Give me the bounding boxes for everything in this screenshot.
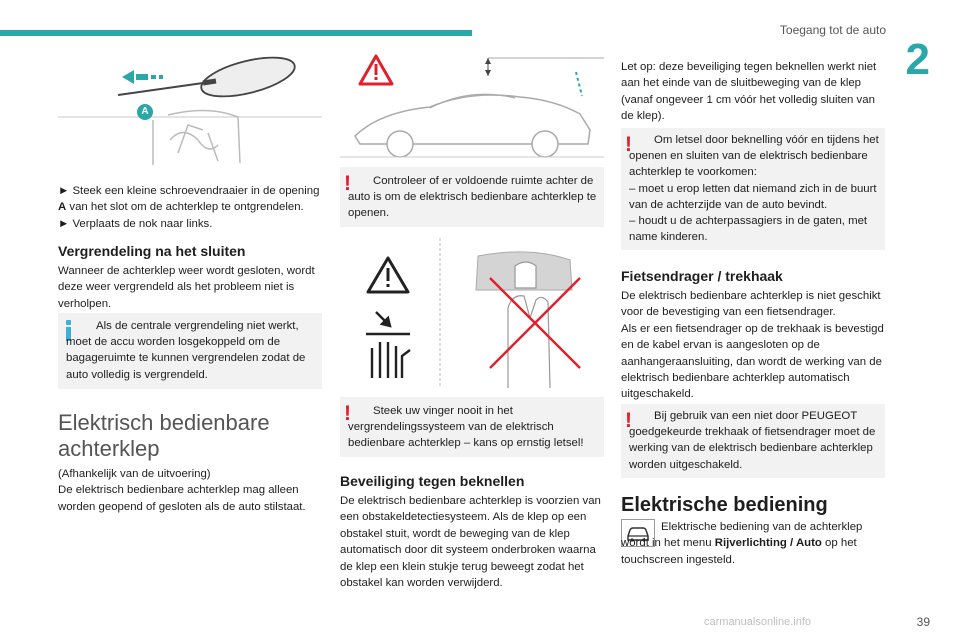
warning-towbar-text: Bij gebruik van een niet door PEUGEOT goedgekeurde trekhaak of fietsendrager moet de werking van de elektrisch bedienbare achterklep worden uitgeschakeld. bbox=[629, 410, 876, 471]
warning-box-finger bbox=[340, 397, 604, 457]
paragraph-locking: Wanneer de achterklep weer wordt gesloten, wordt deze weer vergrendeld als het probleem niet is verholpen. bbox=[58, 265, 315, 310]
chapter-number: 2 bbox=[905, 35, 930, 84]
warning-clearance-text: Controleer of er voldoende ruimte achter de auto is om de elektrisch bedienbare achterklep te openen. bbox=[348, 175, 597, 220]
heading-locking-after-closing: Vergrendeling na het sluiten bbox=[58, 243, 246, 259]
arrow-left-icon bbox=[122, 70, 163, 84]
section-title: Elektrisch bedienbare achterklep bbox=[58, 410, 270, 461]
warning-exclamation-icon: ! bbox=[344, 402, 351, 425]
warning-finger-text: Steek uw vinger nooit in het vergrendelingssysteem van de elektrisch bedienbare achterklep – kans op ernstig letsel! bbox=[348, 405, 584, 450]
warning-box-towbar bbox=[621, 404, 885, 478]
warning-box-pinching bbox=[621, 128, 885, 250]
info-box bbox=[58, 313, 322, 389]
warning-triangle-icon bbox=[360, 56, 392, 84]
watermark: carmanualsonline.info bbox=[704, 616, 812, 628]
warning-triangle-icon bbox=[368, 258, 408, 292]
paragraph-bike-carrier: De elektrisch bedienbare achterklep is niet geschikt voor de bevestiging van een fietsendrager. Als er een fietsendrager op de trekhaak is bevestigd en de kabel ervan is aangesloten op de aanhangeraansluiting, dan wordt de werking van de elektrisch bedienbare achterklep automatisch uitgeschakeld. bbox=[621, 290, 884, 401]
paragraph-note: Let op: deze beveiliging tegen beknellen werkt niet aan het einde van de sluitbeweging van de klep (vanaf ongeveer 1 cm vóór het volledig sluiten van de klep). bbox=[621, 61, 877, 123]
header-title: Toegang tot de auto bbox=[779, 23, 886, 37]
warning-exclamation-icon: ! bbox=[344, 172, 351, 195]
page-number: 39 bbox=[916, 615, 930, 629]
figure-label-a: A bbox=[141, 106, 149, 117]
paragraph-electric-control: Elektrische bediening van de achterklep wordt in het menu Rijverlichting / Auto op het touchscreen ingesteld. bbox=[621, 521, 863, 566]
header-accent-bar bbox=[0, 30, 472, 36]
step-move-cam: ► Verplaats de nok naar links. bbox=[58, 218, 213, 230]
finger-warning-illustration bbox=[340, 238, 604, 388]
car-tailgate-clearance-illustration bbox=[340, 52, 604, 162]
paragraph-anti-pinch: De elektrisch bedienbare achterklep is voorzien van een obstakeldetectiesysteem. Als de klep op een obstakel stuit, wordt de beweging van de klep automatisch door dit systeem onderbroken waarna de klep een klein stukje terug beweegt zodat het obstakel kan worden verwijderd. bbox=[340, 495, 601, 590]
warning-box-clearance bbox=[340, 167, 604, 227]
heading-anti-pinch: Beveiliging tegen beknellen bbox=[340, 473, 525, 489]
heading-bike-carrier: Fietsendrager / trekhaak bbox=[621, 268, 783, 284]
info-text: Als de centrale vergrendeling niet werkt, moet de accu worden losgekoppeld om de bagageruimte te kunnen vergrendelen zodat de auto volledig is vergrendeld. bbox=[66, 320, 306, 381]
warning-exclamation-icon: ! bbox=[625, 133, 632, 156]
step-insert-screwdriver: ► Steek een kleine schroevendraaier in de opening A van het slot om de achterklep te ontgrendelen. bbox=[58, 185, 320, 214]
hand-press-icon bbox=[366, 312, 410, 378]
warning-pinching-text: Om letsel door beknelling vóór en tijdens het openen en sluiten van de elektrisch bedienbare achterklep te voorkomen: – moet u erop letten dat niemand zich in de buurt van de achterzijde van de auto bevindt. – houdt u de achterpassagiers in de gaten, met name kinderen. bbox=[629, 134, 879, 244]
warning-exclamation-icon: ! bbox=[625, 409, 632, 432]
lock-screwdriver-illustration bbox=[58, 45, 322, 170]
heading-electric-control: Elektrische bediening bbox=[621, 494, 828, 516]
paragraph-intro: (Afhankelijk van de uitvoering) De elektrisch bedienbare achterklep mag alleen worden geopend of gesloten als de auto stilstaat. bbox=[58, 468, 306, 513]
